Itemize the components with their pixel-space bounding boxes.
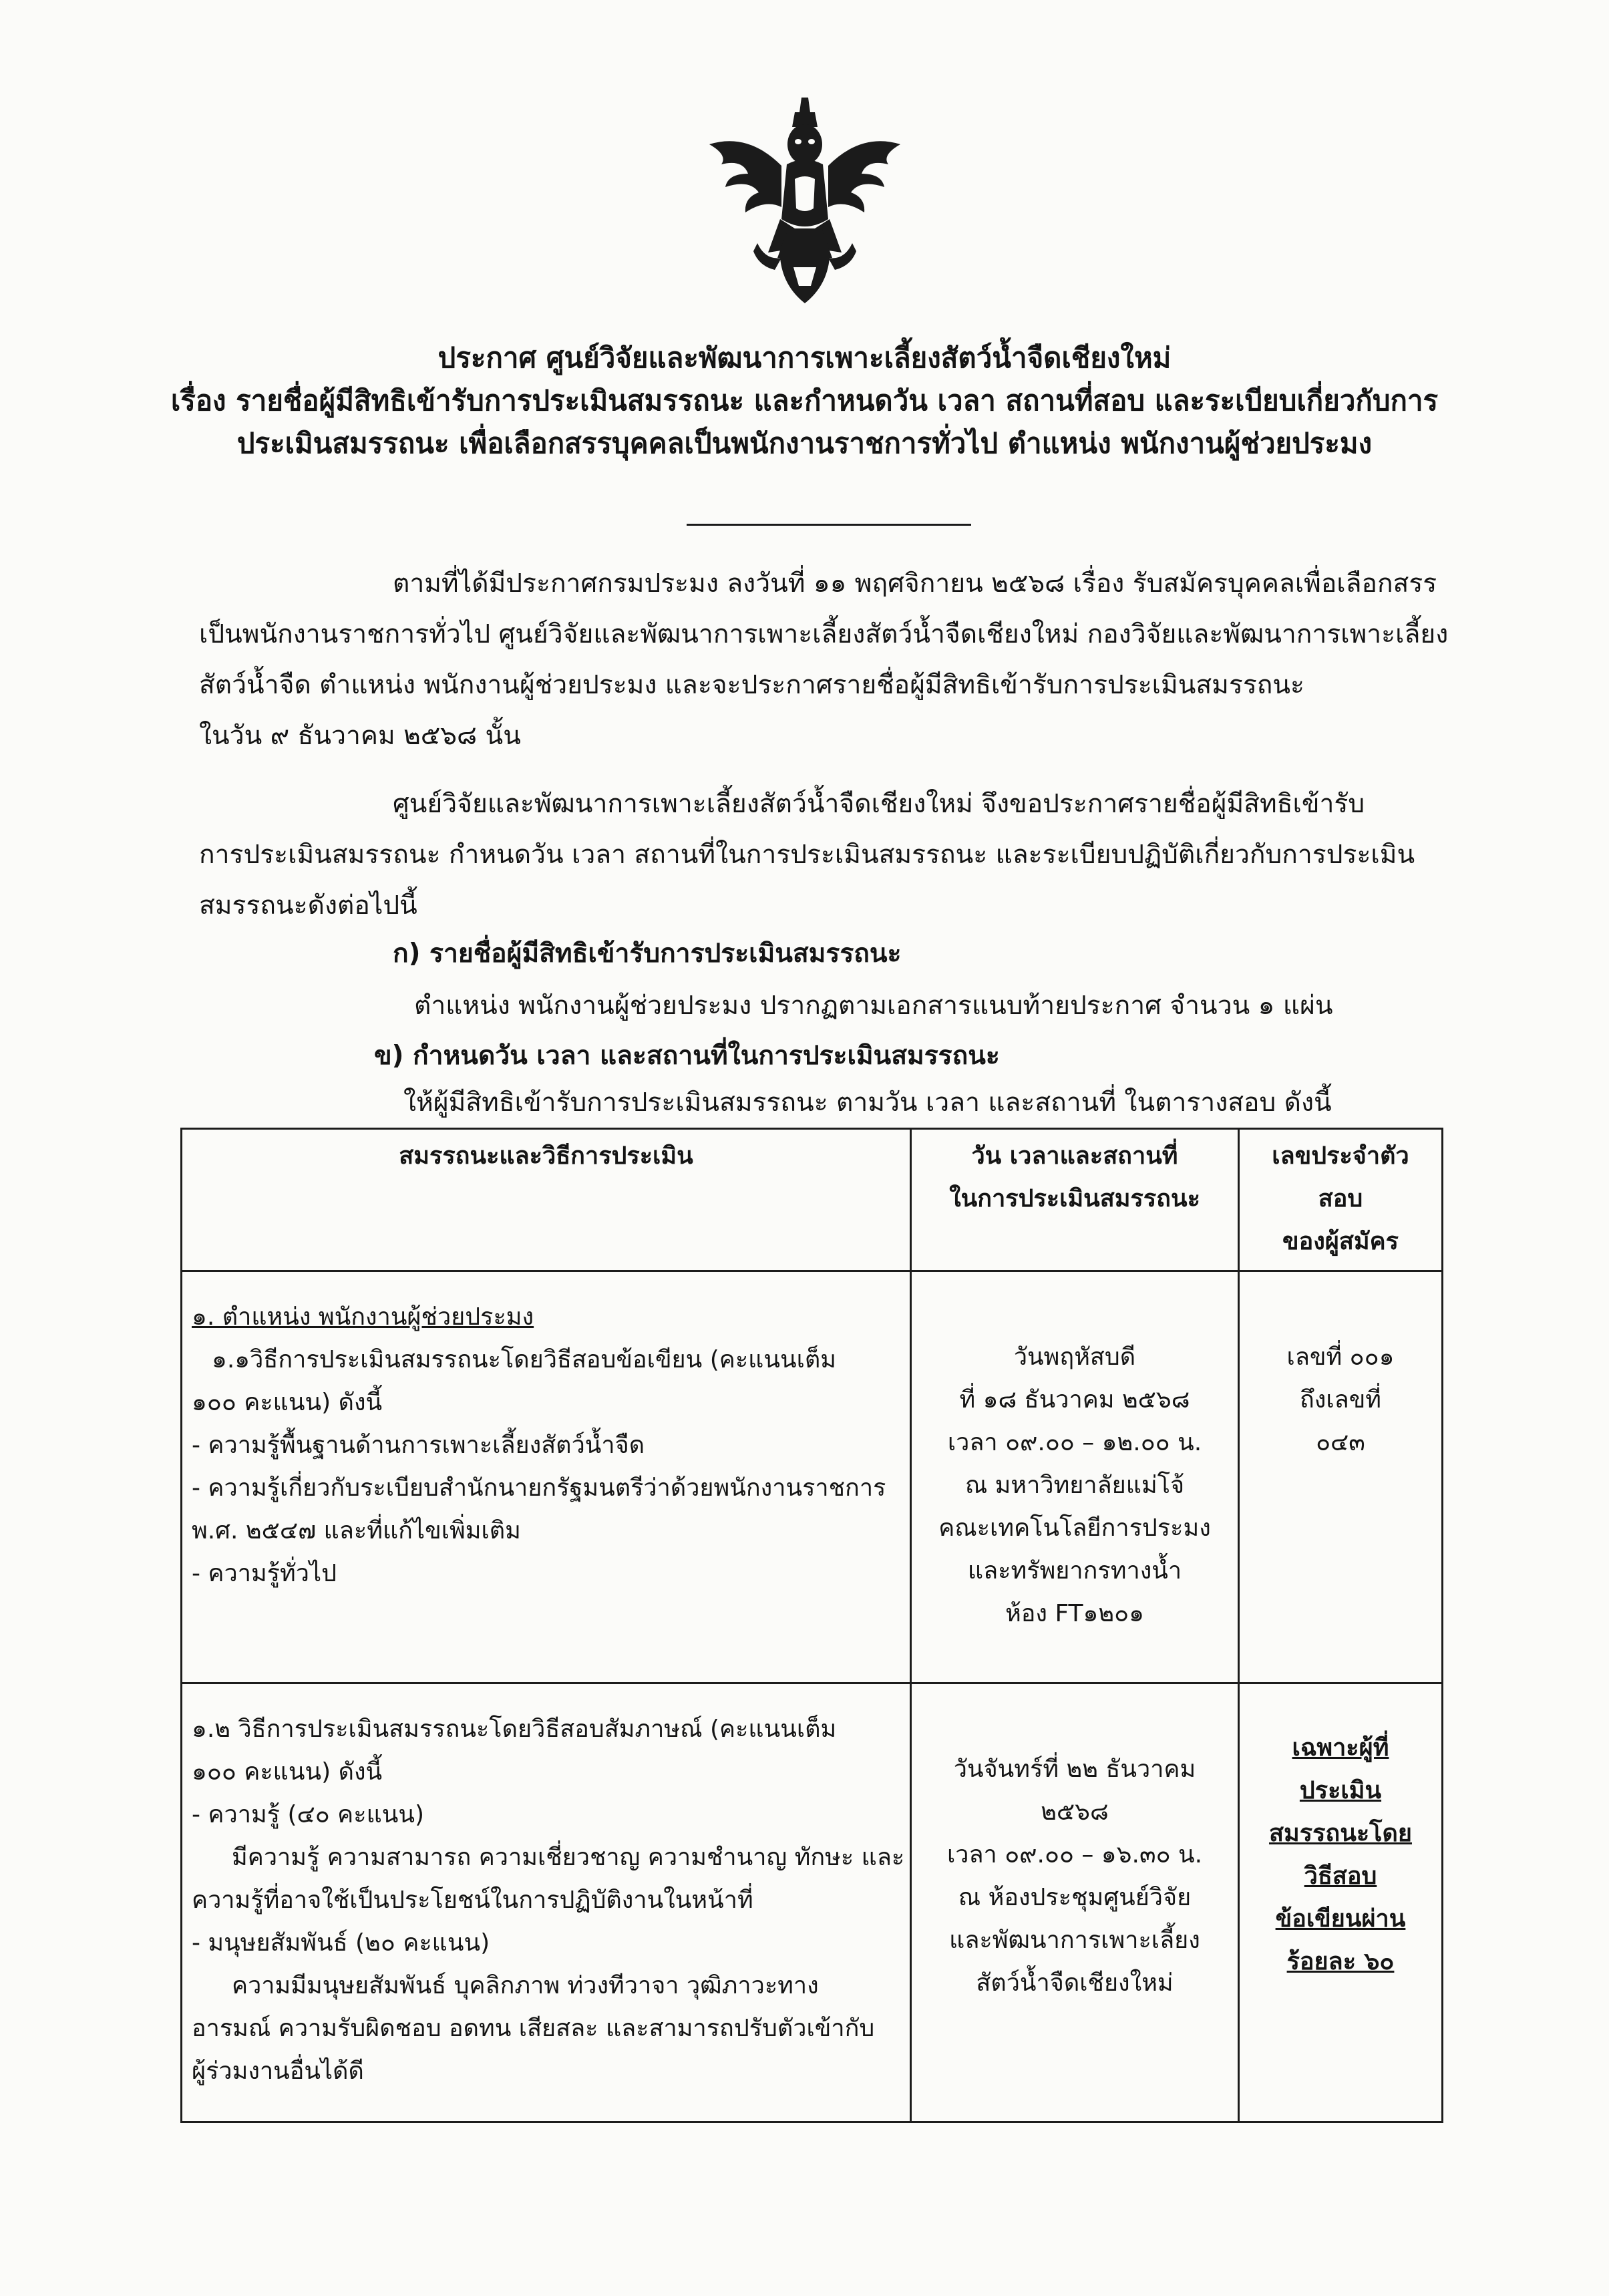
garuda-emblem-icon (701, 86, 908, 306)
intro-p2-line: การประเมินสมรรถนะ กำหนดวัน เวลา สถานที่ในการประเมินสมรรถนะ และระเบียบปฏิบัติเกี่ยวกับการประเมิน (199, 840, 1415, 870)
cell-line: ๑.๑วิธีการประเมินสมรรถนะโดยวิธีสอบข้อเขียน (คะแนนเต็ม (212, 1346, 836, 1373)
header-competency (182, 1129, 911, 1271)
section-a-body: ตำแหน่ง พนักงานผู้ช่วยประมง ปรากฏตามเอกสารแนบท้ายประกาศ จำนวน ๑ แผ่น (414, 991, 1333, 1021)
position-heading: ๑. ตำแหน่ง พนักงานผู้ช่วยประมง (192, 1303, 534, 1331)
cell-line: เวลา ๐๙.๐๐ – ๑๒.๐๐ น. (947, 1429, 1202, 1456)
cell-line: ที่ ๑๘ ธันวาคม ๒๕๖๘ (959, 1386, 1190, 1414)
row2-competency (182, 1683, 911, 2122)
intro-paragraph-1 (199, 558, 1532, 762)
cell-line: - ความรู้ (๔๐ คะแนน) (192, 1801, 425, 1828)
table-header-row (182, 1129, 1443, 1271)
title-line-3: ประเมินสมรรถนะ เพื่อเลือกสรรบุคคลเป็นพนักงานราชการทั่วไป ตำแหน่ง พนักงานผู้ช่วยประมง (236, 427, 1373, 460)
header-exam-id (1239, 1129, 1443, 1271)
cell-line: วันจันทร์ที่ ๒๒ ธันวาคม (953, 1756, 1196, 1783)
title-line-1: ประกาศ ศูนย์วิจัยและพัฒนาการเพาะเลี้ยงสัตว์น้ำจืดเชียงใหม่ (437, 341, 1172, 374)
schedule-table (180, 1128, 1443, 2123)
row1-exam-ids (1239, 1271, 1443, 1683)
cell-line: สัตว์น้ำจืดเชียงใหม่ (976, 1969, 1174, 1997)
row2-datetime-place (911, 1683, 1239, 2122)
cell-line: พ.ศ. ๒๕๔๗ และที่แก้ไขเพิ่มเติม (192, 1517, 521, 1544)
cell-line: ความรู้ที่อาจใช้เป็นประโยชน์ในการปฏิบัติงานในหน้าที่ (192, 1887, 753, 1914)
intro-p1-line: สัตว์น้ำจืด ตำแหน่ง พนักงานผู้ช่วยประมง และจะประกาศรายชื่อผู้มีสิทธิเข้ารับการประเมินสมรรถนะ (199, 670, 1304, 700)
cell-line: ณ ห้องประชุมศูนย์วิจัย (958, 1884, 1192, 1911)
cell-line: เฉพาะผู้ที่ (1292, 1734, 1389, 1762)
cell-line: ณ มหาวิทยาลัยแม่โจ้ (964, 1472, 1185, 1499)
intro-p2-line: ศูนย์วิจัยและพัฒนาการเพาะเลี้ยงสัตว์น้ำจืดเชียงใหม่ จึงขอประกาศรายชื่อผู้มีสิทธิเข้ารับ (393, 789, 1365, 819)
cell-line: - ความรู้ทั่วไป (192, 1560, 337, 1587)
cell-line: - มนุษยสัมพันธ์ (๒๐ คะแนน) (192, 1929, 490, 1957)
intro-p1-line: ในวัน ๙ ธันวาคม ๒๕๖๘ นั้น (199, 721, 521, 751)
cell-line: สมรรถนะโดย (1269, 1820, 1412, 1847)
cell-line: ๑.๒ วิธีการประเมินสมรรถนะโดยวิธีสอบสัมภาษณ์ (คะแนนเต็ม (192, 1715, 837, 1743)
cell-line: และทรัพยากรทางน้ำ (967, 1557, 1182, 1585)
header-text: เลขประจำตัว (1272, 1142, 1409, 1170)
header-text: สมรรถนะและวิธีการประเมิน (399, 1142, 693, 1170)
header-datetime-place (911, 1129, 1239, 1271)
row1-datetime-place (911, 1271, 1239, 1683)
announcement-title (100, 337, 1509, 465)
section-b-heading: ข) กำหนดวัน เวลา และสถานที่ในการประเมินสมรรถนะ (374, 1041, 1000, 1071)
cell-line: ๑๐๐ คะแนน) ดังนี้ (192, 1389, 383, 1416)
intro-p2-line: สมรรถนะดังต่อไปนี้ (199, 890, 417, 921)
cell-line: ข้อเขียนผ่าน (1275, 1905, 1406, 1933)
cell-line: เลขที่ ๐๐๑ (1286, 1343, 1395, 1371)
cell-line: คณะเทคโนโลยีการประมง (938, 1514, 1211, 1542)
cell-line: เวลา ๐๙.๐๐ – ๑๖.๓๐ น. (946, 1841, 1203, 1868)
intro-paragraph-2 (199, 779, 1532, 931)
row2-eligibility-note (1239, 1683, 1443, 2122)
cell-line: และพัฒนาการเพาะเลี้ยง (949, 1927, 1200, 1954)
header-text: ในการประเมินสมรรถนะ (949, 1185, 1200, 1212)
table-row (182, 1271, 1443, 1683)
header-text: สอบ (1318, 1185, 1363, 1212)
table-row (182, 1683, 1443, 2122)
cell-line: ถึงเลขที่ (1299, 1386, 1382, 1414)
cell-line: ร้อยละ ๖๐ (1286, 1948, 1395, 1975)
cell-line: วิธีสอบ (1304, 1862, 1377, 1890)
cell-line: ๐๔๓ (1316, 1429, 1365, 1456)
section-a-heading: ก) รายชื่อผู้มีสิทธิเข้ารับการประเมินสมรรถนะ (393, 939, 902, 969)
cell-line: อารมณ์ ความรับผิดชอบ อดทน เสียสละ และสามารถปรับตัวเข้ากับ (192, 2015, 875, 2042)
intro-p1-line: ตามที่ได้มีประกาศกรมประมง ลงวันที่ ๑๑ พฤศจิกายน ๒๕๖๘ เรื่อง รับสมัครบุคคลเพื่อเลือกสรร (393, 568, 1437, 599)
cell-line: ๒๕๖๘ (1041, 1798, 1109, 1826)
cell-line: มีความรู้ ความสามารถ ความเชี่ยวชาญ ความชำนาญ ทักษะ และ (232, 1844, 905, 1871)
cell-line: ๑๐๐ คะแนน) ดังนี้ (192, 1758, 383, 1786)
cell-line: ประเมิน (1299, 1777, 1382, 1804)
intro-p1-line: เป็นพนักงานราชการทั่วไป ศูนย์วิจัยและพัฒนาการเพาะเลี้ยงสัตว์น้ำจืดเชียงใหม่ กองวิจัยและพัฒนาการเพาะเลี้ยง (199, 619, 1449, 649)
title-line-2: เรื่อง รายชื่อผู้มีสิทธิเข้ารับการประเมินสมรรถนะ และกำหนดวัน เวลา สถานที่สอบ และระเบียบเกี่ยวกับการ (170, 384, 1439, 417)
row1-competency (182, 1271, 911, 1683)
cell-line: ห้อง FT๑๒๐๑ (1005, 1600, 1144, 1627)
cell-line: ผู้ร่วมงานอื่นได้ดี (192, 2058, 364, 2085)
title-divider (687, 524, 971, 526)
header-text: ของผู้สมัคร (1282, 1228, 1399, 1255)
cell-line: ความมีมนุษยสัมพันธ์ บุคลิกภาพ ท่วงทีวาจา วุฒิภาวะทาง (232, 1972, 819, 1999)
header-text: วัน เวลาและสถานที่ (971, 1142, 1178, 1170)
cell-line: - ความรู้พื้นฐานด้านการเพาะเลี้ยงสัตว์น้ำจืด (192, 1432, 645, 1459)
cell-line: - ความรู้เกี่ยวกับระเบียบสำนักนายกรัฐมนตรีว่าด้วยพนักงานราชการ (192, 1474, 886, 1502)
cell-line: วันพฤหัสบดี (1013, 1343, 1136, 1371)
section-b-body: ให้ผู้มีสิทธิเข้ารับการประเมินสมรรถนะ ตามวัน เวลา และสถานที่ ในตารางสอบ ดังนี้ (403, 1088, 1332, 1118)
